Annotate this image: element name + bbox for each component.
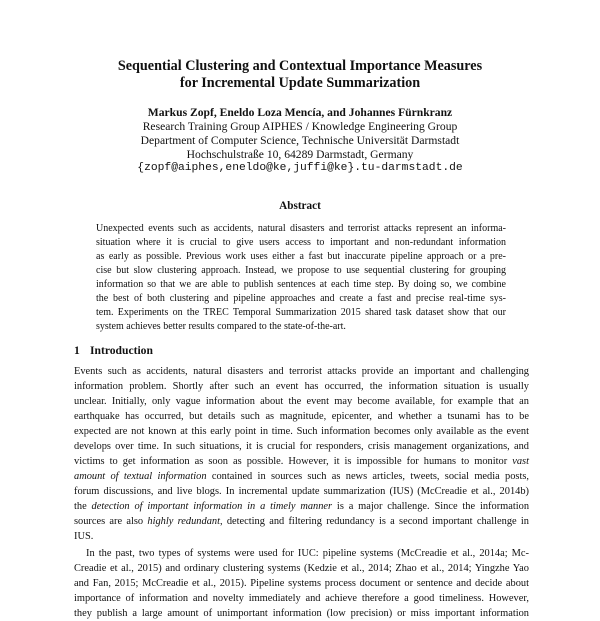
emphasis-redundant: highly redundant bbox=[147, 516, 220, 527]
abstract-line-6: the best of both clustering and pipeline approaches and create a fast and precise real-time sys- bbox=[96, 293, 506, 304]
intro-p1-line-11-post: , detecting and filtering redundancy is a second important challenge in bbox=[219, 516, 529, 527]
intro-p1-line-11-pre: sources are also bbox=[74, 516, 148, 527]
intro-p1-line-9: forum discussions, and live blogs. In incremental update summarization (IUS) (McCreadie et al., 2014b) bbox=[74, 486, 529, 497]
abstract-line-4: cise but slow clustering approach. Instead, we propose to use sequential clustering for grouping bbox=[96, 265, 506, 276]
intro-p1-line-6: develops over time. In such situations, it is crucial for responders, crisis management organizations, and bbox=[74, 441, 529, 452]
paper-title bbox=[0, 58, 600, 92]
abstract-line-5: information so that we are able to publish sentences at each time step. By doing so, we combine bbox=[96, 279, 506, 290]
intro-p1-line-7-text: victims to get information as soon as possible. However, it is impossible for humans to monitor bbox=[74, 456, 508, 467]
intro-p1-line-8 bbox=[74, 469, 529, 484]
affiliation-line-2: Department of Computer Science, Technische Universität Darmstadt bbox=[140, 134, 460, 147]
abstract-line-7: tem. Experiments on the TREC Temporal Summarization 2015 shared task dataset show that our bbox=[96, 307, 506, 318]
abstract-line-2: situation where it is crucial to give users access to important and non-redundant information bbox=[96, 237, 506, 248]
affiliation-line-1: Research Training Group AIPHES / Knowledge Engineering Group bbox=[142, 120, 458, 133]
intro-p1-line-5: expected are not known at this early point in time. Such information becomes only available as the event bbox=[74, 426, 529, 437]
intro-p1-line-4: earthquake has occurred, but details such as magnitude, epicenter, and whether a tsunami has to be bbox=[74, 411, 529, 422]
intro-p1-line-10-pre: the bbox=[74, 501, 92, 512]
intro-p1-line-1: Events such as accidents, natural disasters and terrorist attacks provide an important and challenging bbox=[74, 366, 529, 377]
intro-p1-line-7 bbox=[74, 454, 529, 469]
intro-p1-line-10-post: is a major challenge. Since the information bbox=[332, 501, 530, 512]
title-line-1: Sequential Clustering and Contextual Importance Measures bbox=[117, 58, 483, 74]
intro-p2-line-4: importance of information and novelty immediately and achieve therefore a good timeliness. However, bbox=[74, 593, 529, 604]
section-title: Introduction bbox=[90, 344, 153, 357]
abstract-line-3: as early as possible. Previous work uses either a fast but inaccurate pipeline approach or a pre- bbox=[96, 251, 506, 262]
intro-p1-line-11 bbox=[74, 514, 529, 529]
emphasis-detection: detection of important information in a timely manner bbox=[91, 501, 333, 512]
intro-p1-line-2: information problem. Shortly after such an event has occurred, the information situation is usually bbox=[74, 381, 529, 392]
abstract-heading: Abstract bbox=[279, 200, 321, 212]
intro-p2-line-5: they publish a large amount of unimportant information (low precision) or miss important information bbox=[74, 608, 529, 619]
title-line-2: for Incremental Update Summarization bbox=[179, 75, 421, 91]
emphasis-amount: amount of textual information bbox=[74, 471, 207, 482]
emphasis-vast: vast bbox=[512, 456, 529, 467]
intro-p2-line-1: In the past, two types of systems were used for IUC: pipeline systems (McCreadie et al., 2014a; Mc- bbox=[86, 548, 529, 559]
intro-p1-line-8-text: contained in sources such as news articles, tweets, social media posts, bbox=[206, 471, 529, 482]
author-list: Markus Zopf, Eneldo Loza Mencía, and Johannes Fürnkranz bbox=[147, 106, 453, 119]
abstract-line-8: system achieves better results compared to the state-of-the-art. bbox=[96, 321, 346, 332]
author-emails: {zopf@aiphes,eneldo@ke,juffi@ke}.tu-darmstadt.de bbox=[137, 162, 463, 174]
affiliation-line-3: Hochschulstraße 10, 64289 Darmstadt, Germany bbox=[186, 148, 414, 161]
intro-p2-line-3: and Fan, 2015; McCreadie et al., 2015). Pipeline systems process document or sentence and decide about bbox=[74, 578, 529, 589]
intro-p1-line-3: unclear. Initially, only vague information about the event may become available, for example that an bbox=[74, 396, 529, 407]
intro-p1-line-12: IUS. bbox=[74, 531, 94, 542]
abstract-line-1: Unexpected events such as accidents, natural disasters and terrorist attacks represent an informa- bbox=[96, 223, 506, 234]
intro-p2-line-2: Creadie et al., 2015) and ordinary clustering systems (Kedzie et al., 2014; Zhao et al., 2014; Yingzhe Yao bbox=[74, 563, 529, 574]
section-number: 1 bbox=[74, 344, 80, 357]
section-heading-introduction bbox=[74, 343, 153, 358]
intro-p1-line-10 bbox=[74, 499, 529, 514]
